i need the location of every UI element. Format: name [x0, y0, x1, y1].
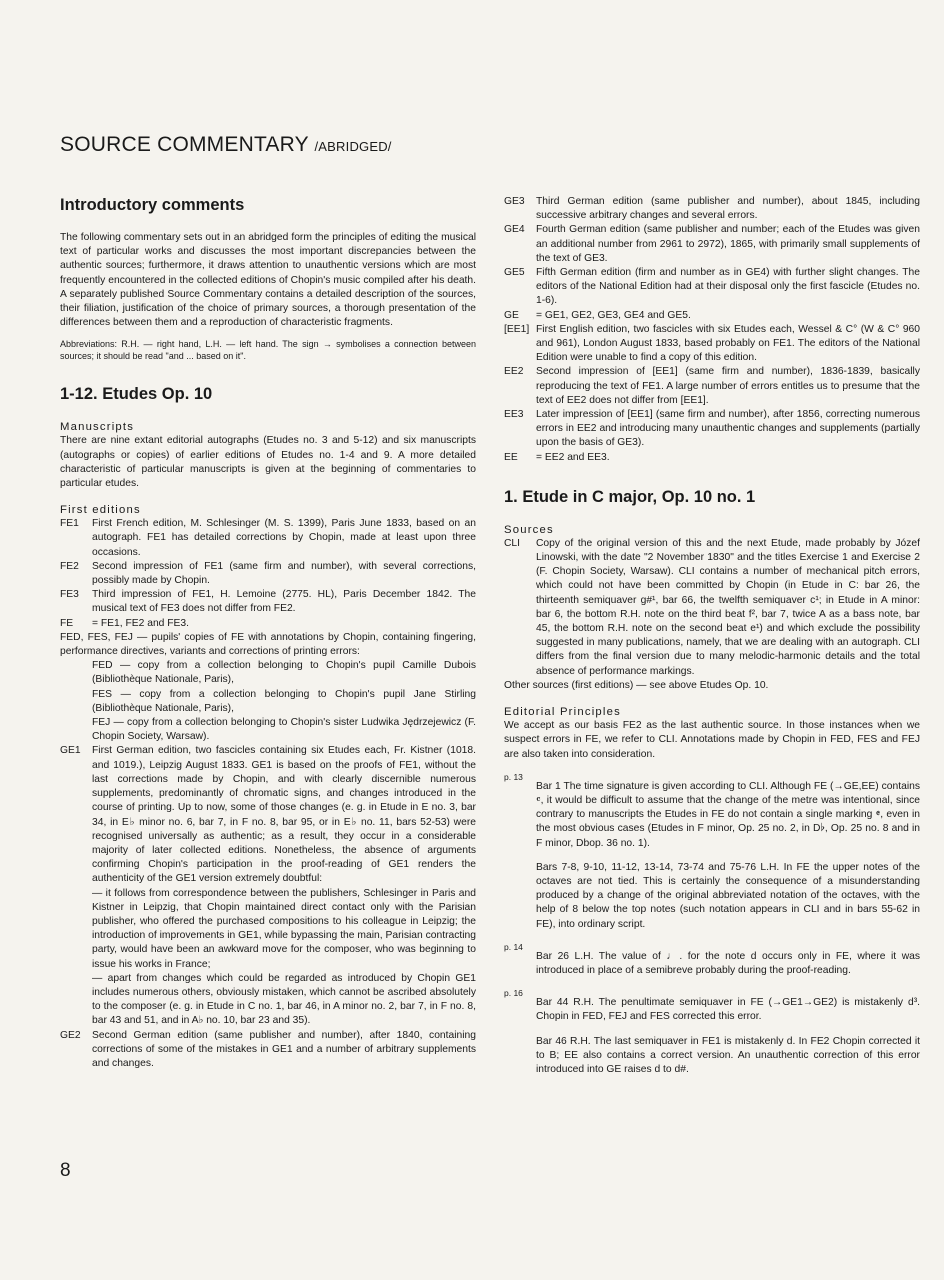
edition-text: = GE1, GE2, GE3, GE4 and GE5.	[536, 309, 691, 321]
edition-key: [EE1]	[504, 323, 530, 335]
edition-text: Third impression of FE1, H. Lemoine (2775. HL), Paris December 1842. The musical text of FE3 does not differ from FE2.	[92, 589, 476, 615]
edition-entry	[60, 617, 476, 631]
note-text: Bar 46 R.H. The last semiquaver in FE1 is mistakenly d. In FE2 Chopin corrected it to B; EE also contains a correct version. An unauthentic correction of this error introduced into GE raises d to d#.	[536, 1035, 920, 1075]
edition-entry	[504, 195, 920, 223]
page-reference: p. 14	[504, 941, 523, 952]
commentary-note	[504, 861, 920, 932]
edition-text: Second impression of FE1 (same firm and number), with several corrections, possibly made by Chopin.	[92, 560, 476, 587]
etudes-heading: 1-12. Etudes Op. 10	[60, 385, 213, 404]
edition-text: Fifth German edition (firm and number as in GE4) with further slight changes. The editors of the National Edition had at their disposal only the first fascicle (Etudes no. 1-6).	[536, 267, 920, 307]
page-reference: p. 16	[504, 988, 523, 999]
edition-key: FE	[60, 617, 74, 629]
note-text: Bar 44 R.H. The penultimate semiquaver in FE (→GE1→GE2) is mistakenly d³. Chopin in FED, FEJ and FES corrected this error.	[536, 997, 920, 1023]
sources-label: Sources	[504, 523, 554, 536]
right-column	[504, 195, 920, 1077]
edition-text: = FE1, FE2 and FE3.	[92, 617, 190, 629]
edition-text: Second German edition (same publisher and number), after 1840, containing corrections of some of the mistakes in GE1 and a number of arbitrary supplements and changes.	[92, 1029, 476, 1069]
commentary-note	[504, 1035, 920, 1078]
edition-key: FE1	[60, 518, 79, 530]
edition-entry	[504, 266, 920, 309]
edition-key: GE2	[60, 1029, 81, 1041]
edition-entry	[504, 365, 920, 408]
edition-entry	[60, 588, 476, 616]
principles-label: Editorial Principles	[504, 706, 621, 719]
fej-text: FEJ — copy from a collection belonging to Chopin's sister Ludwika Jędrzejewicz (F. Chopin Society, Warsaw).	[92, 717, 476, 743]
fed-text: FED — copy from a collection belonging to Chopin's pupil Camille Dubois (Bibliothèque Nationale, Paris),	[92, 660, 476, 686]
edition-key: EE3	[504, 409, 524, 421]
edition-text: First English edition, two fascicles with six Etudes each, Wessel & C° (W & C° 960 and 961), London August 1833, based probably on FE1. The editors of the National Edition were unable to find a copy of this edition.	[536, 323, 920, 364]
edition-key: EE2	[504, 366, 524, 378]
manuscripts-text: There are nine extant editorial autographs (Etudes no. 3 and 5-12) and six manuscripts (autographs or copies) of earlier editions of Etudes no. 1-4 and 9. A more detailed characteristic of particular manuscripts is given at the beginning of commentaries to particular etudes.	[60, 435, 476, 490]
other-sources-text: Other sources (first editions) — see above Etudes Op. 10.	[504, 679, 769, 691]
etude1-heading: 1. Etude in C major, Op. 10 no. 1	[504, 487, 756, 506]
edition-entry	[504, 309, 920, 323]
source-entry	[504, 537, 920, 679]
ge1-argument-b: — apart from changes which could be regarded as introduced by Chopin GE1 includes numerous others, obviously mistaken, which cannot be ascribed absolutely to the composer (e. g. in Etude in C no. 1, bar 46, in A minor no. 2, bar 7, in F no. 8, bar 43 and 51, and in A♭ no. 10, bar 23 and 35).	[92, 972, 476, 1027]
edition-key: GE3	[504, 196, 525, 207]
edition-key: FE3	[60, 589, 79, 601]
edition-key: GE5	[504, 267, 525, 279]
edition-entry	[504, 323, 920, 366]
edition-text: Fourth German edition (same publisher and number; each of the Etudes was given an additional number from 2961 to 2972), 1865, with primarily small supplements of the text of GE3.	[536, 224, 920, 264]
commentary-note	[504, 988, 920, 1024]
edition-entry	[504, 451, 920, 465]
source-key: CLI	[504, 537, 521, 549]
left-column	[60, 195, 476, 1071]
intro-heading: Introductory comments	[60, 196, 245, 214]
page-number: 8	[60, 1160, 71, 1181]
edition-key: GE	[504, 309, 519, 321]
commentary-note	[504, 942, 920, 978]
pupils-copies-text: FED, FES, FEJ — pupils' copies of FE with annotations by Chopin, containing fingering, performance directives, variants and corrections of printing errors:	[60, 631, 476, 658]
fes-text: FES — copy from a collection belonging to Chopin's pupil Jane Stirling (Bibliothèque Nationale, Paris),	[92, 688, 476, 714]
edition-text: = EE2 and EE3.	[536, 451, 610, 463]
edition-text: Third German edition (same publisher and number), about 1845, including successive arbitrary changes and several errors.	[536, 196, 920, 222]
edition-key: FE2	[60, 560, 79, 572]
page-reference: p. 13	[504, 771, 523, 782]
edition-entry	[504, 408, 920, 451]
page-subtitle: /ABRIDGED/	[314, 139, 392, 154]
edition-entry	[60, 744, 476, 886]
edition-entry	[60, 517, 476, 560]
ge1-argument-a: — it follows from correspondence between the publishers, Schlesinger in Paris and Kistner in Leipzig, that Chopin maintained direct contact only with the Parisian publisher, who offered the purchased compositions to his colleague in Leipzig; the introduction of improvements in GE1, while bypassing the main, Parisian contracting party, would have been an awkward move for the composer, who was beginning to issue his works in France;	[92, 887, 476, 970]
edition-text: Later impression of [EE1] (same firm and number), after 1856, correcting numerous errors in EE2 and introducing many unauthentic changes and supplements (partially upon the basis of GE3).	[536, 409, 920, 449]
edition-entry	[60, 560, 476, 588]
note-text: Bar 1 The time signature is given according to CLI. Although FE (→GE,EE) contains 𝄴, it would be difficult to assume that the change of the metre was intentional, since contrary to manuscripts the Etudes in FE do not contain a single marking 𝄵, even in the most obvious cases (Etudes in F minor, Op. 25 no. 2, in D♭, Op. 25 no. 8 and in F minor, Dbop. 36 no. 1).	[536, 780, 920, 849]
edition-text: First French edition, M. Schlesinger (M. S. 1399), Paris June 1833, based on an autograph. FE1 has detailed corrections by Chopin, made at least upon three occasions.	[92, 518, 476, 558]
commentary-note	[504, 772, 920, 851]
manuscripts-label: Manuscripts	[60, 421, 135, 434]
edition-entry	[504, 223, 920, 266]
page-title: SOURCE COMMENTARY /ABRIDGED/	[60, 133, 392, 156]
edition-text: Second impression of [EE1] (same firm and number), 1836-1839, basically reproducing the text of FE1. A large number of errors entitles us to presume that the text of EE2 does not differ from [EE1].	[536, 366, 920, 406]
source-text: Copy of the original version of this and the next Etude, made probably by Józef Linowski, with the date "2 November 1830" and the titles Exercise 1 and Exercise 2 (F. Chopin Society, Warsaw). CLI contains a number of mechanical pitch errors, which could not have been committed by Chopin (in Etude in C: bar 26, the thirteenth semiquaver g#¹, bar 66, the twelfth semiquaver c¹; in Etude in A minor: bar 6, the bottom R.H. note on the third beat f², bar 7, twice A as a bass note, bar 45, the bottom R.H. note on the second beat e¹) and which exclude the possibility suggested in many publications, namely, that we are dealing with an autograph. CLI differs from the final version due to many melodic-harmonic details and the total absence of performance markings.	[536, 537, 920, 677]
intro-text: The following commentary sets out in an abridged form the principles of editing the musical text of particular works and discusses the most important discrepancies between the authentic sources; furthermore, it draws attention to unauthentic versions which are most frequently encountered in the collected editions of Chopin's music compiled after his death. A separately published Source Commentary contains a detailed description of the sources, their filiation, justification of the choice of primary sources, a thorough presentation of the differences between them and a reproduction of characteristic fragments.	[60, 232, 476, 329]
edition-key: GE4	[504, 224, 525, 236]
abbreviations: Abbreviations: R.H. — right hand, L.H. — left hand. The sign → symbolises a connection between sources; it should be read "and ... based on it".	[60, 339, 476, 362]
edition-text: First German edition, two fascicles containing six Etudes each, Fr. Kistner (1018. and 1019.), Leipzig August 1833. GE1 is based on the proofs of FE1, without the last corrections made by Chopin, and with clearly discernible numerous supplements, predominantly of chromatic signs, and changes introduced in the course of printing. Up to now, some of those changes (e. g. in Etude in E no. 3, bar 34, in E♭ minor no. 6, bar 7, in F no. 8, bar 95, or in E♭ no. 11, bars 52-53) were recognised universally as authentic; as a result, they occur in a considerable majority of later collected editions. Nonetheless, the absence of arguments confirming Chopin's participation in the proof-reading of GE1 renders the authenticity of the GE1 version extremely doubtful:	[92, 745, 476, 885]
edition-key: EE	[504, 451, 518, 463]
note-text: Bars 7-8, 9-10, 11-12, 13-14, 73-74 and 75-76 L.H. In FE the upper notes of the octaves are not tied. This is certainly the consequence of a misunderstanding produced by a change of the original abbreviated notation of the octaves, with the help of 8 below the top notes (such notation appears in CLI and in bars 55-62 in FE), into ordinary script.	[536, 861, 920, 930]
edition-entry	[60, 1029, 476, 1072]
first-editions-label: First editions	[60, 504, 141, 517]
note-text: Bar 26 L.H. The value of ♩. for the note d occurs only in FE, where it was introduced in place of a semibreve probably during the proof-reading.	[536, 950, 920, 976]
edition-key: GE1	[60, 745, 81, 757]
principles-text: We accept as our basis FE2 as the last authentic source. In those instances when we suspect errors in FE, we refer to CLI. Annotations made by Chopin in FED, FES and FEJ are also taken into consideration.	[504, 720, 920, 760]
